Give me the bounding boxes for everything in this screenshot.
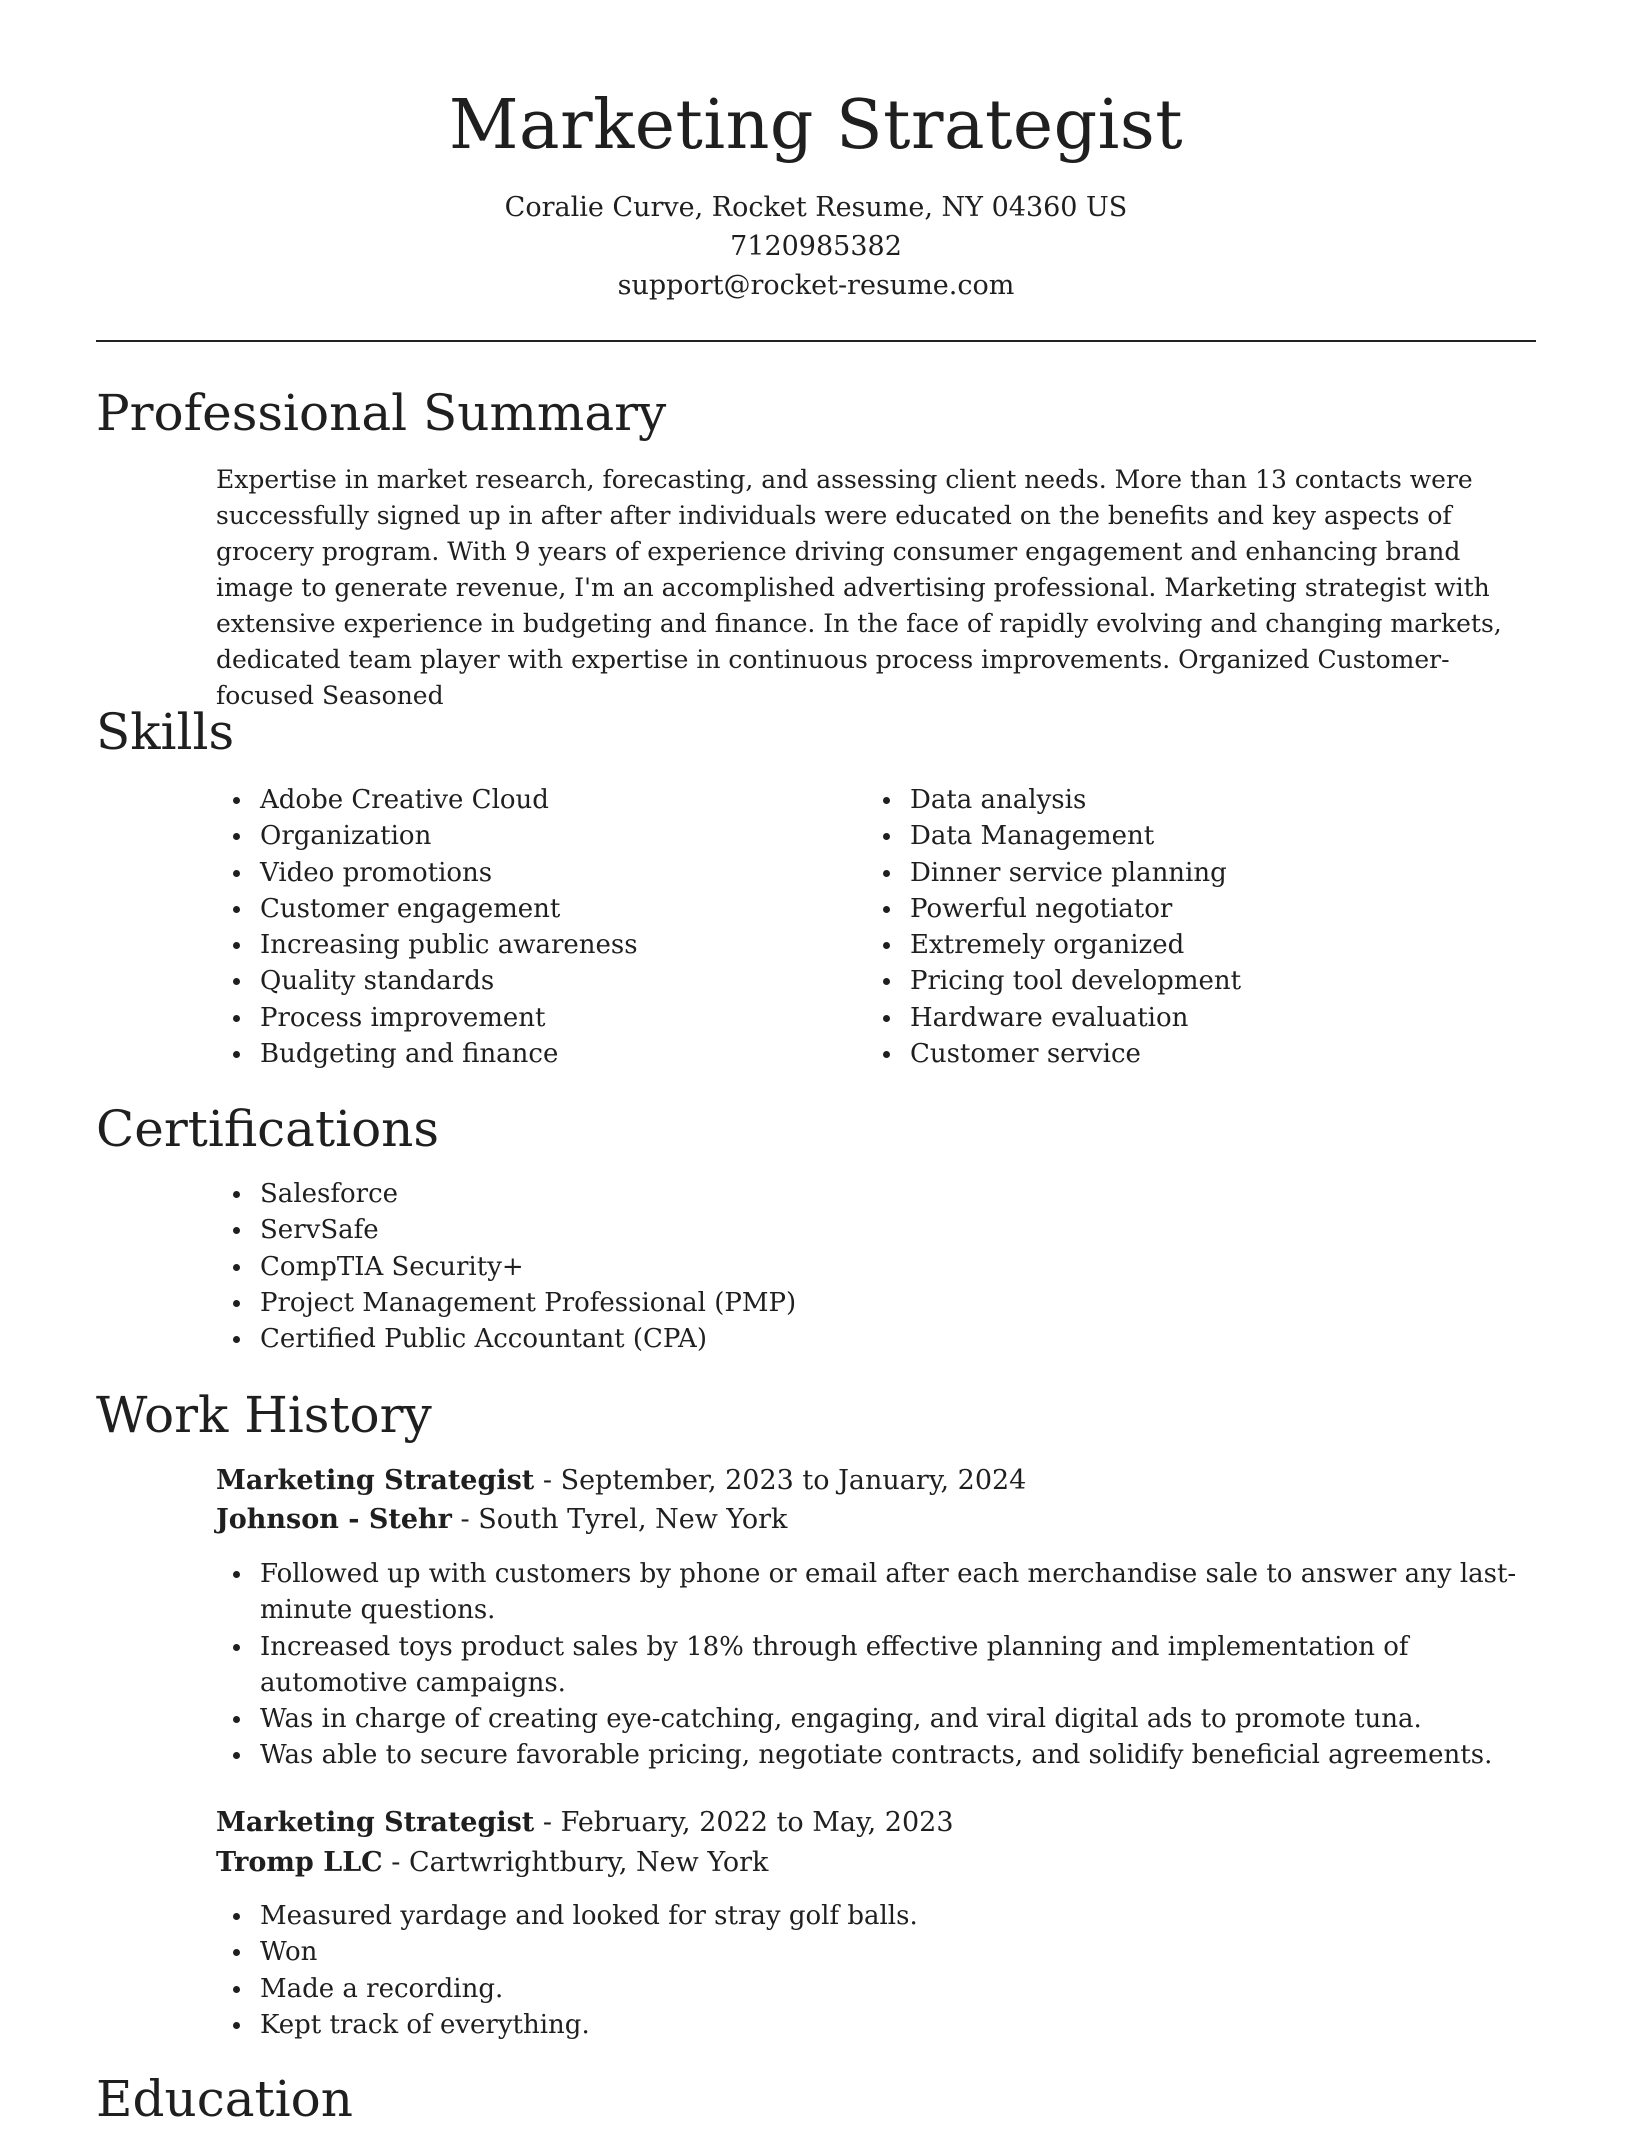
- list-item: Measured yardage and looked for stray golf balls.: [260, 1898, 1550, 1934]
- list-item: Hardware evaluation: [910, 1000, 1530, 1036]
- certifications-heading: Certifications: [96, 1100, 440, 1158]
- list-item: ServSafe: [260, 1212, 1560, 1248]
- list-item: Data analysis: [910, 782, 1530, 818]
- list-item: Budgeting and finance: [260, 1036, 860, 1072]
- skills-heading: Skills: [96, 703, 235, 761]
- list-item: Kept track of everything.: [260, 2007, 1550, 2043]
- job-dates: - February, 2022 to May, 2023: [534, 1807, 954, 1838]
- list-item: Customer engagement: [260, 891, 860, 927]
- list-item: Dinner service planning: [910, 855, 1530, 891]
- contact-info: [96, 188, 1536, 305]
- job-company: Tromp LLC: [216, 1847, 383, 1878]
- contact-phone: 7120985382: [730, 231, 902, 262]
- list-item: CompTIA Security+: [260, 1249, 1560, 1285]
- job-location: - South Tyrel, New York: [451, 1504, 788, 1535]
- job-company-line: [216, 1843, 768, 1883]
- list-item: Project Management Professional (PMP): [260, 1285, 1560, 1321]
- list-item: Extremely organized: [910, 927, 1530, 963]
- summary-heading: Professional Summary: [96, 384, 667, 442]
- skills-list-left: [216, 782, 860, 1072]
- list-item: Certified Public Accountant (CPA): [260, 1321, 1560, 1357]
- job-company: Johnson - Stehr: [216, 1504, 452, 1535]
- list-item: Data Management: [910, 818, 1530, 854]
- list-item: Video promotions: [260, 855, 860, 891]
- job-bullets: [216, 1556, 1550, 1774]
- job-location: - Cartwrightbury, New York: [382, 1847, 769, 1878]
- resume-title: Marketing Strategist: [448, 86, 1184, 165]
- list-item: Salesforce: [260, 1176, 1560, 1212]
- header-divider: [96, 340, 1536, 342]
- list-item: Increasing public awareness: [260, 927, 860, 963]
- list-item: Was able to secure favorable pricing, negotiate contracts, and solidify beneficial agreements.: [260, 1737, 1550, 1773]
- list-item: Quality standards: [260, 963, 860, 999]
- list-item: Won: [260, 1934, 1550, 1970]
- work-history-heading: Work History: [96, 1386, 432, 1444]
- list-item: Powerful negotiator: [910, 891, 1530, 927]
- summary-text: Expertise in market research, forecasting, and assessing client needs. More than 13 contacts were successfully signed up in after after individuals were educated on the benefits and key aspects of grocery program. With 9 years of experience driving consumer engagement and enhancing brand image to generate revenue, I'm an accomplished advertising professional. Marketing strategist with extensive experience in budgeting and finance. In the face of rapidly evolving and changing markets, dedicated team player with expertise in continuous process improvements. Organized Customer-focused Seasoned: [216, 465, 1502, 710]
- list-item: Adobe Creative Cloud: [260, 782, 860, 818]
- job-title: Marketing Strategist: [216, 1807, 535, 1838]
- list-item: Process improvement: [260, 1000, 860, 1036]
- job-title-line: [216, 1461, 1026, 1501]
- list-item: Followed up with customers by phone or email after each merchandise sale to answer any last-minute questions.: [260, 1556, 1550, 1629]
- list-item: Was in charge of creating eye-catching, engaging, and viral digital ads to promote tuna.: [260, 1701, 1550, 1737]
- skills-list-right: [866, 782, 1530, 1072]
- certifications-list: [216, 1176, 1560, 1357]
- education-heading: Education: [96, 2070, 353, 2128]
- contact-address: Coralie Curve, Rocket Resume, NY 04360 US: [504, 192, 1128, 223]
- resume-header: [96, 82, 1536, 305]
- job-bullets: [216, 1898, 1550, 2043]
- job-company-line: [216, 1500, 787, 1540]
- job-dates: - September, 2023 to January, 2024: [534, 1465, 1027, 1496]
- list-item: Increased toys product sales by 18% through effective planning and implementation of automotive campaigns.: [260, 1629, 1550, 1702]
- list-item: Organization: [260, 818, 860, 854]
- list-item: Made a recording.: [260, 1971, 1550, 2007]
- job-title-line: [216, 1803, 954, 1843]
- job-title: Marketing Strategist: [216, 1465, 535, 1496]
- contact-email: support@rocket-resume.com: [617, 270, 1015, 301]
- list-item: Customer service: [910, 1036, 1530, 1072]
- list-item: Pricing tool development: [910, 963, 1530, 999]
